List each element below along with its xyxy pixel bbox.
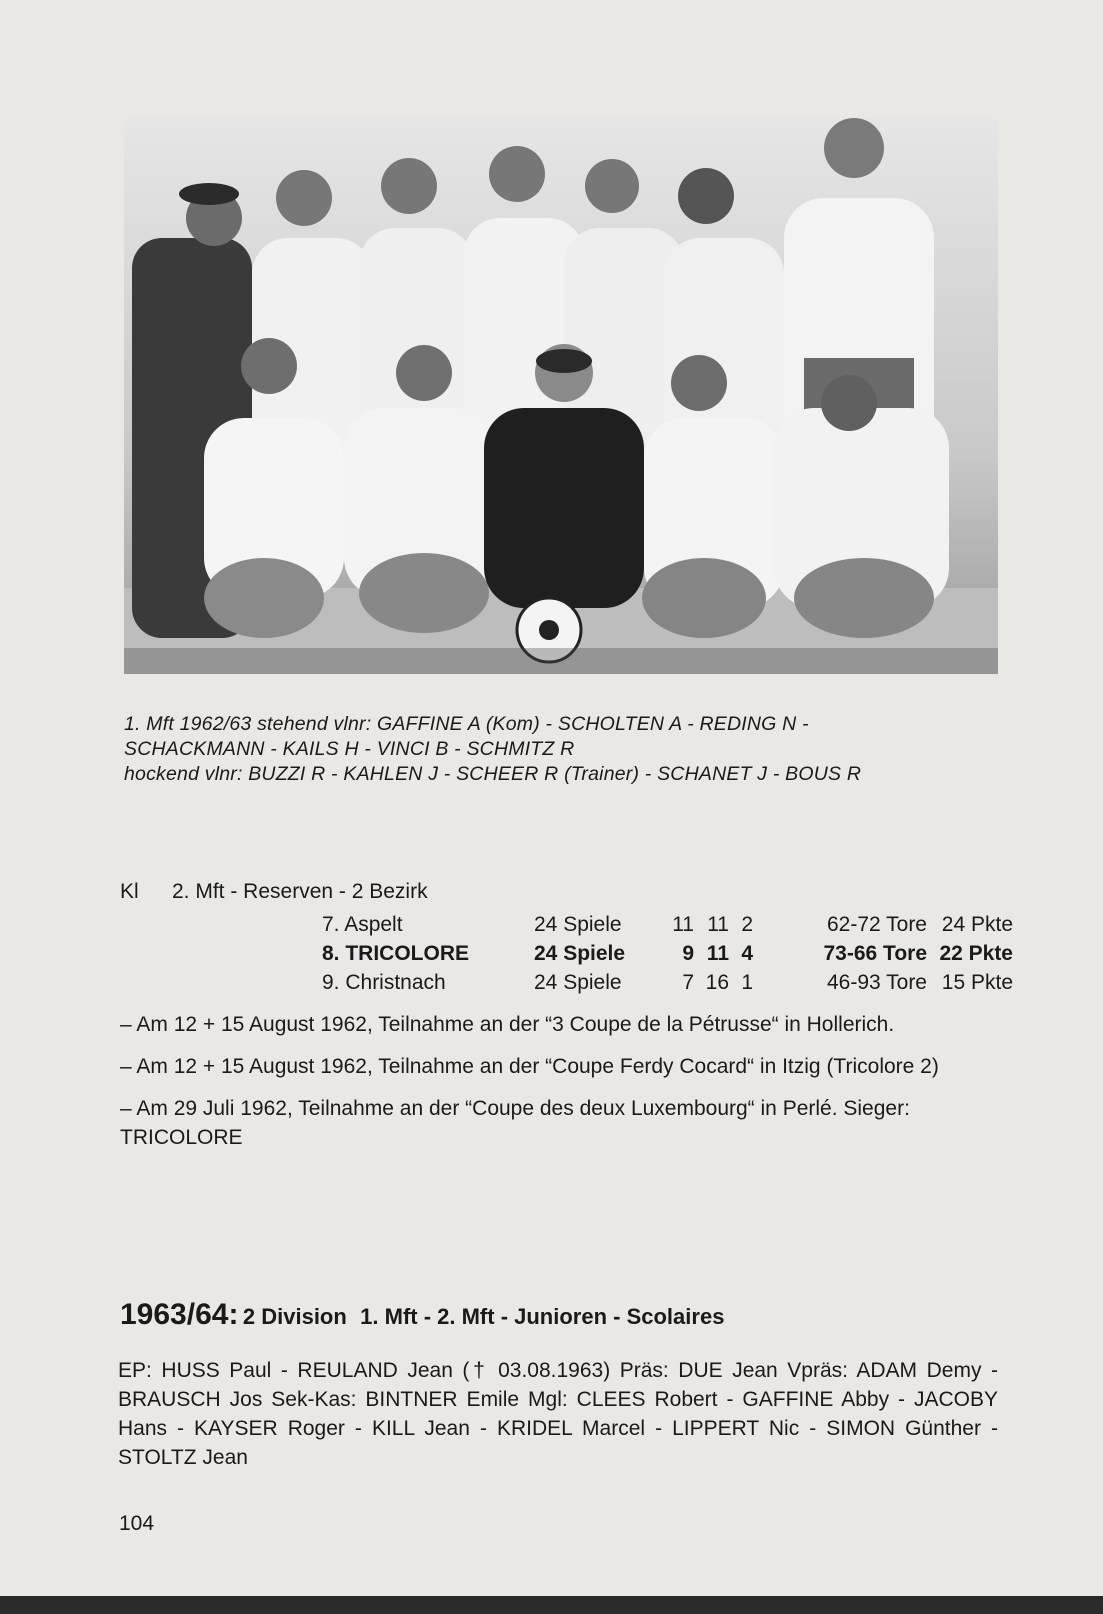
caption-line: SCHACKMANN - KAILS H - VINCI B - SCHMITZ R: [124, 738, 575, 760]
team-photo-image: [124, 118, 998, 674]
standings-table: [322, 910, 1013, 997]
points-cell: 15 Pkte: [941, 970, 1013, 994]
season-year: 1963/64:: [120, 1298, 239, 1331]
team-cell: 8. TRICOLORE: [322, 941, 470, 965]
team-cell: 7. Aspelt: [322, 912, 403, 936]
draws-cell: 16: [705, 970, 729, 994]
wins-cell: 7: [682, 970, 694, 994]
points-cell: 24 Pkte: [941, 912, 1013, 936]
goals-cell: 73-66 Tore: [823, 941, 927, 965]
team-photo: [124, 118, 998, 674]
committee-list: EP: HUSS Paul - REULAND Jean († 03.08.1963) Präs: DUE Jean Vpräs: ADAM Demy - BRAUSCH Jos Sek-Kas: BINTNER Emile Mgl: CLEES Robert - GAFFINE Abby - JACOBY Hans - KAYSER Roger - KILL Jean - KRIDEL Marcel - LIPPERT Nic - SIMON Günther - STOLTZ Jean: [118, 1359, 998, 1469]
wins-cell: 9: [682, 941, 694, 965]
page-number: 104: [119, 1512, 155, 1535]
season-heading: [120, 1298, 724, 1332]
games-cell: 24 Spiele: [534, 941, 626, 965]
league-title: 2. Mft - Reserven - 2 Bezirk: [172, 880, 428, 903]
season-teams: 1. Mft - 2. Mft - Junioren - Scolaires: [360, 1304, 725, 1329]
standings-row: [322, 939, 1013, 968]
draws-cell: 11: [707, 912, 729, 936]
standings-row: [322, 910, 1013, 939]
caption-line: 1. Mft 1962/63 stehend vlnr: GAFFINE A (Kom) - SCHOLTEN A - REDING N -: [124, 713, 809, 735]
league-prefix: Kl: [120, 880, 139, 903]
note-paragraph: – Am 12 + 15 August 1962, Teilnahme an der “Coupe Ferdy Cocard“ in Itzig (Tricolore 2): [120, 1055, 939, 1078]
wins-cell: 11: [672, 912, 694, 936]
draws-cell: 11: [706, 941, 729, 965]
scan-edge: [0, 1596, 1103, 1614]
goals-cell: 46-93 Tore: [826, 970, 927, 994]
season-division: 2 Division: [242, 1304, 347, 1329]
note-paragraph: – Am 12 + 15 August 1962, Teilnahme an der “3 Coupe de la Pétrusse“ in Hollerich.: [120, 1013, 895, 1036]
points-cell: 22 Pkte: [939, 941, 1013, 965]
photo-caption: [124, 712, 1004, 787]
team-cell: 9. Christnach: [322, 970, 446, 994]
games-cell: 24 Spiele: [534, 970, 622, 994]
note-paragraph: – Am 29 Juli 1962, Teilnahme an der “Coupe des deux Luxembourg“ in Perlé. Sieger: TRICOLORE: [120, 1097, 910, 1149]
league-heading: [120, 880, 428, 904]
losses-cell: 1: [741, 970, 753, 994]
goals-cell: 62-72 Tore: [826, 912, 927, 936]
notes-section: [120, 1010, 1000, 1165]
losses-cell: 4: [741, 941, 753, 965]
standings-row: [322, 968, 1013, 997]
losses-cell: 2: [741, 912, 753, 936]
games-cell: 24 Spiele: [534, 912, 622, 936]
caption-line: hockend vlnr: BUZZI R - KAHLEN J - SCHEER R (Trainer) - SCHANET J - BOUS R: [124, 763, 862, 785]
